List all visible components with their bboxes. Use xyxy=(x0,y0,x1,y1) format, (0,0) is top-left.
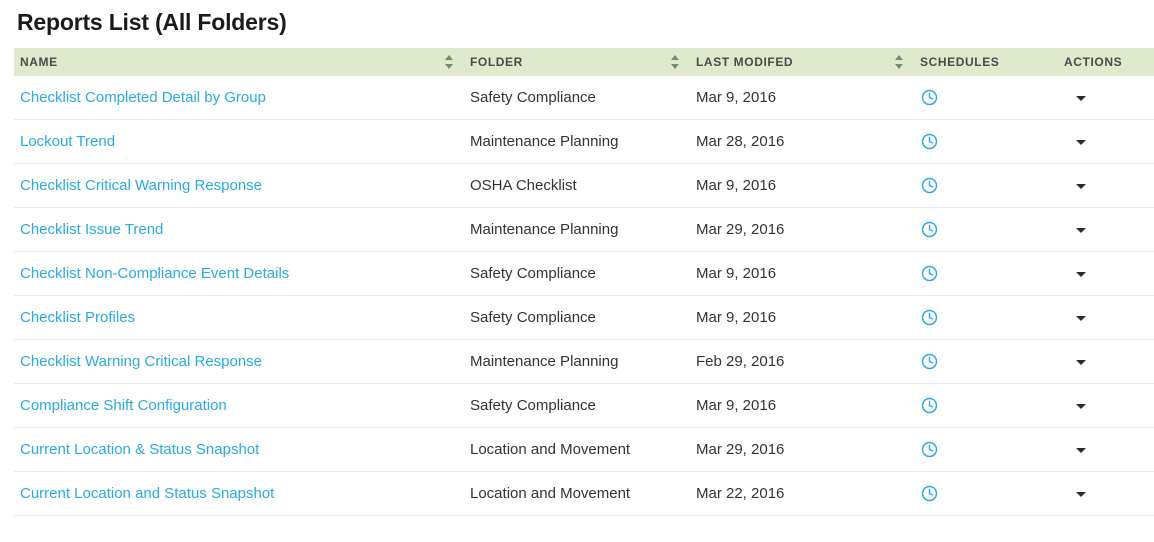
sort-arrows-icon[interactable] xyxy=(445,55,454,69)
cell-folder: Safety Compliance xyxy=(464,296,690,340)
column-header-schedules-label: SCHEDULES xyxy=(920,55,1000,69)
cell-actions xyxy=(1058,208,1154,252)
sort-descending-icon xyxy=(895,64,903,69)
report-name-link[interactable]: Compliance Shift Configuration xyxy=(20,397,227,414)
chevron-down-icon[interactable] xyxy=(1075,443,1089,457)
sort-ascending-icon xyxy=(671,55,679,60)
column-header-last-modified-label: LAST MODIFED xyxy=(696,55,794,69)
cell-actions xyxy=(1058,296,1154,340)
column-header-actions xyxy=(1058,48,1154,76)
cell-last-modified: Mar 22, 2016 xyxy=(690,472,914,516)
column-header-actions-label: ACTIONS xyxy=(1064,55,1123,69)
cell-last-modified: Mar 29, 2016 xyxy=(690,428,914,472)
chevron-down-icon[interactable] xyxy=(1075,135,1089,149)
cell-report-name xyxy=(14,164,464,208)
report-name-link[interactable]: Current Location and Status Snapshot xyxy=(20,485,275,502)
cell-folder: Maintenance Planning xyxy=(464,340,690,384)
cell-actions xyxy=(1058,164,1154,208)
cell-schedules xyxy=(914,472,1058,516)
clock-icon[interactable] xyxy=(921,133,938,150)
sort-ascending-icon xyxy=(445,55,453,60)
clock-icon[interactable] xyxy=(921,221,938,238)
cell-actions xyxy=(1058,472,1154,516)
report-name-link[interactable]: Lockout Trend xyxy=(20,133,116,150)
cell-folder: Maintenance Planning xyxy=(464,120,690,164)
page-title: Reports List (All Folders) xyxy=(17,9,287,35)
sort-descending-icon xyxy=(671,64,679,69)
sort-descending-icon xyxy=(445,64,453,69)
table-header-row xyxy=(14,48,1154,76)
clock-icon[interactable] xyxy=(921,441,938,458)
sort-arrows-icon[interactable] xyxy=(895,55,904,69)
cell-report-name xyxy=(14,428,464,472)
cell-folder: Safety Compliance xyxy=(464,384,690,428)
clock-icon[interactable] xyxy=(921,265,938,282)
cell-report-name xyxy=(14,120,464,164)
clock-icon[interactable] xyxy=(921,397,938,414)
table-body xyxy=(14,76,1154,516)
table-row xyxy=(14,296,1154,340)
cell-report-name xyxy=(14,472,464,516)
cell-schedules xyxy=(914,252,1058,296)
cell-actions xyxy=(1058,252,1154,296)
report-name-link[interactable]: Checklist Critical Warning Response xyxy=(20,177,263,194)
column-header-folder-label: FOLDER xyxy=(470,55,523,69)
cell-report-name xyxy=(14,208,464,252)
cell-folder: Safety Compliance xyxy=(464,76,690,120)
clock-icon[interactable] xyxy=(921,89,938,106)
cell-report-name xyxy=(14,296,464,340)
clock-icon[interactable] xyxy=(921,485,938,502)
cell-schedules xyxy=(914,340,1058,384)
chevron-down-icon[interactable] xyxy=(1075,311,1089,325)
cell-actions xyxy=(1058,340,1154,384)
cell-folder: OSHA Checklist xyxy=(464,164,690,208)
chevron-down-icon[interactable] xyxy=(1075,355,1089,369)
cell-folder: Maintenance Planning xyxy=(464,208,690,252)
cell-last-modified: Mar 29, 2016 xyxy=(690,208,914,252)
chevron-down-icon[interactable] xyxy=(1075,399,1089,413)
reports-table xyxy=(14,48,1154,516)
cell-last-modified: Mar 28, 2016 xyxy=(690,120,914,164)
cell-last-modified: Mar 9, 2016 xyxy=(690,164,914,208)
report-name-link[interactable]: Current Location & Status Snapshot xyxy=(20,441,260,458)
table-row xyxy=(14,208,1154,252)
cell-schedules xyxy=(914,164,1058,208)
table-row xyxy=(14,384,1154,428)
report-name-link[interactable]: Checklist Completed Detail by Group xyxy=(20,89,266,106)
column-header-name-label: NAME xyxy=(20,55,58,69)
cell-last-modified: Feb 29, 2016 xyxy=(690,340,914,384)
cell-last-modified: Mar 9, 2016 xyxy=(690,384,914,428)
table-row xyxy=(14,164,1154,208)
cell-report-name xyxy=(14,252,464,296)
sort-ascending-icon xyxy=(895,55,903,60)
cell-folder: Location and Movement xyxy=(464,428,690,472)
cell-last-modified: Mar 9, 2016 xyxy=(690,76,914,120)
table-row xyxy=(14,252,1154,296)
cell-schedules xyxy=(914,428,1058,472)
column-header-folder[interactable] xyxy=(464,48,690,76)
cell-actions xyxy=(1058,428,1154,472)
clock-icon[interactable] xyxy=(921,353,938,370)
table-header xyxy=(14,48,1154,76)
cell-folder: Location and Movement xyxy=(464,472,690,516)
cell-actions xyxy=(1058,76,1154,120)
cell-report-name xyxy=(14,384,464,428)
cell-report-name xyxy=(14,76,464,120)
cell-schedules xyxy=(914,296,1058,340)
column-header-name[interactable] xyxy=(14,48,464,76)
cell-folder: Safety Compliance xyxy=(464,252,690,296)
report-name-link[interactable]: Checklist Issue Trend xyxy=(20,221,164,238)
cell-actions xyxy=(1058,384,1154,428)
chevron-down-icon[interactable] xyxy=(1075,91,1089,105)
chevron-down-icon[interactable] xyxy=(1075,179,1089,193)
table-row xyxy=(14,472,1154,516)
clock-icon[interactable] xyxy=(921,177,938,194)
cell-schedules xyxy=(914,208,1058,252)
cell-schedules xyxy=(914,76,1058,120)
report-name-link[interactable]: Checklist Non-Compliance Event Details xyxy=(20,265,290,282)
cell-actions xyxy=(1058,120,1154,164)
clock-icon[interactable] xyxy=(921,309,938,326)
column-header-schedules xyxy=(914,48,1058,76)
cell-schedules xyxy=(914,384,1058,428)
cell-last-modified: Mar 9, 2016 xyxy=(690,296,914,340)
sort-arrows-icon[interactable] xyxy=(671,55,680,69)
cell-schedules xyxy=(914,120,1058,164)
chevron-down-icon[interactable] xyxy=(1075,223,1089,237)
report-name-link[interactable]: Checklist Profiles xyxy=(20,309,136,326)
column-header-last-modified[interactable] xyxy=(690,48,914,76)
report-name-link[interactable]: Checklist Warning Critical Response xyxy=(20,353,263,370)
chevron-down-icon[interactable] xyxy=(1075,487,1089,501)
table-row xyxy=(14,340,1154,384)
cell-last-modified: Mar 9, 2016 xyxy=(690,252,914,296)
cell-report-name xyxy=(14,340,464,384)
table-row xyxy=(14,76,1154,120)
table-row xyxy=(14,120,1154,164)
chevron-down-icon[interactable] xyxy=(1075,267,1089,281)
table-row xyxy=(14,428,1154,472)
